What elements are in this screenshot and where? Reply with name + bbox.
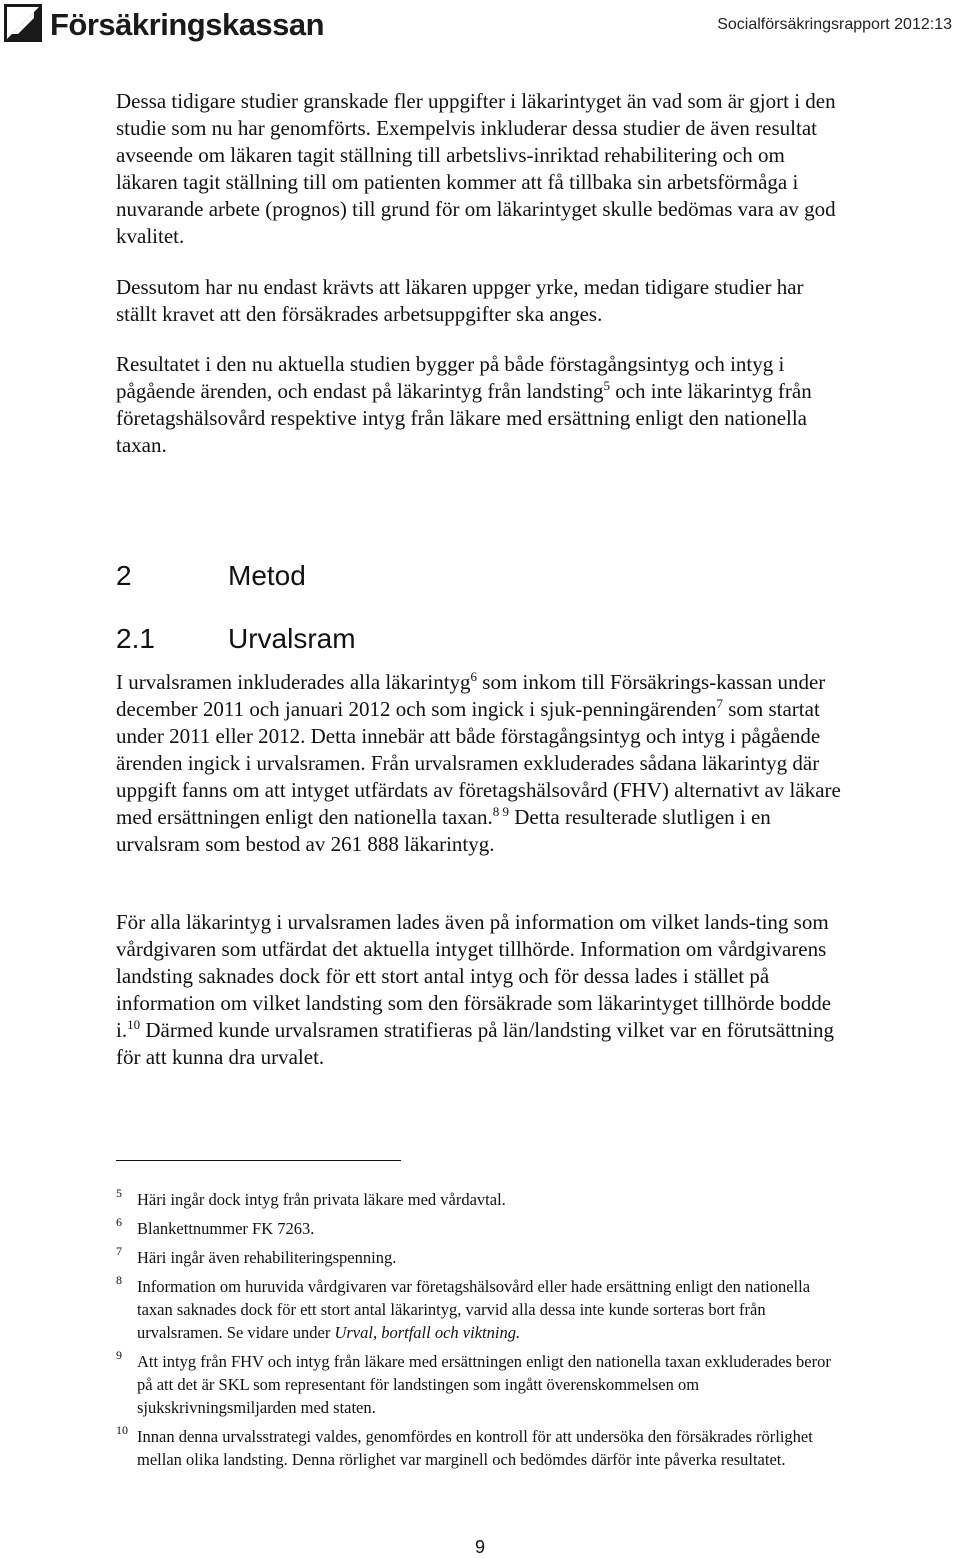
paragraph-3-wrap <box>116 351 846 459</box>
footnote-number: 5 <box>116 1186 122 1200</box>
footnote-ref-7[interactable]: 7 <box>716 696 723 711</box>
paragraph-5-text-b: Därmed kunde urvalsramen stratifieras på län/landsting vilket var en förutsättning för att kunna dra urvalet. <box>116 1018 835 1069</box>
paragraph-4-text-b: som inkom till Försäkrings-kassan under december 2011 och januari 2012 och som ingick i sjuk-penningärenden <box>116 670 826 721</box>
paragraph-1-serif: Dessa tidigare studier granskade fler uppgifter i läkarintyget än vad som är gjort i den studie som nu har genomförts. <box>116 89 836 140</box>
footnote-ref-5[interactable]: 5 <box>603 378 610 393</box>
footnote-8 <box>116 1275 836 1344</box>
section-heading <box>116 560 306 592</box>
section-title: Metod <box>228 560 306 591</box>
footnote-ref-6[interactable]: 6 <box>470 669 478 684</box>
page-number: 9 <box>474 1537 485 1557</box>
paragraph-3-text-end: och inte läkarintyg från företagshälsovård respektive intyg från läkare med ersättning enligt den nationella taxan. <box>116 379 812 457</box>
footnote-6 <box>116 1217 836 1240</box>
page-header <box>0 0 960 50</box>
footnote-9 <box>116 1350 836 1419</box>
paragraph-4-text-d: Detta resulterade slutligen i en urvalsram som bestod av 261 888 läkarintyg. <box>116 805 771 856</box>
paragraph-4-text-a: I urvalsramen inkluderades alla läkarintyg <box>116 670 471 694</box>
report-identifier: Socialförsäkringsrapport 2012:13 <box>717 16 952 33</box>
paragraph-4-text-c: som startat under 2011 eller 2012. Detta innebär att både förstagångsintyg och intyg i pågående ärenden ingick i urvalsramen. Från urvalsramen exkluderades sådana läkarintyg där uppgift fanns om att intyget utfärdats av företagshälsovård (FHV) alternativt av läkare med ersättningen enligt den nationella taxan. <box>116 697 841 829</box>
footnote-10 <box>116 1425 836 1471</box>
forsakringskassan-logo <box>4 4 324 42</box>
footnote-number: 8 <box>116 1273 122 1287</box>
footnote-text: Blankettnummer FK 7263. <box>137 1219 315 1238</box>
intro-section <box>116 88 846 250</box>
paragraph-4-wrap <box>116 669 846 858</box>
logo-text: Försäkringskassan <box>50 7 325 42</box>
paragraph-2-wrap <box>116 274 846 328</box>
footnote-italic-reference[interactable]: Urval, bortfall och viktning. <box>334 1323 521 1342</box>
footnote-text: Att intyg från FHV och intyg från läkare med ersättningen enligt den nationella taxan exkluderades beror på att det är SKL som representant för landstingen som ingått överenskommelsen om sjukskrivningsmiljarden med staten. <box>137 1352 831 1417</box>
footnote-7 <box>116 1246 836 1269</box>
subsection-heading <box>116 623 356 655</box>
paragraph-1-continued: Exempelvis inkluderar dessa studier de även resultat avseende om läkaren tagit ställning till arbetslivs-inriktad rehabilitering och om läkaren tagit ställning till om patienten kommer att få tillbaka sin arbetsförmåga i nuvarande arbete (prognos) till grund för om läkarintyget skulle bedömas vara av god kvalitet. <box>116 116 836 248</box>
section-number: 2 <box>116 560 132 591</box>
footnote-text: Information om huruvida vårdgivaren var företagshälsovård eller hade ersättning enligt den nationella taxan saknades dock för ett stort antal läkarintyg, varvid alla dessa inte kunde sorteras bort från urvalsramen. Se vidare under <box>137 1277 811 1342</box>
logo-mark-icon <box>4 4 42 42</box>
subsection-number: 2.1 <box>116 623 155 654</box>
paragraph-4 <box>116 669 846 858</box>
footnote-text: Innan denna urvalsstrategi valdes, genomfördes en kontroll för att undersöka den försäkrades rörlighet mellan olika landsting. Denna rörlighet var marginell och bedömdes därför inte påverka resultatet. <box>137 1427 813 1469</box>
paragraph-3-text: Resultatet i den nu aktuella studien bygger på både förstagångsintyg och intyg i pågående ärenden, och endast på läkarintyg från landsting <box>116 352 785 403</box>
footnote-5 <box>116 1188 836 1211</box>
footnote-text: Häri ingår dock intyg från privata läkare med vårdavtal. <box>137 1190 506 1209</box>
footnotes <box>116 1188 836 1477</box>
paragraph-3 <box>116 351 846 459</box>
paragraph-5 <box>116 909 846 1071</box>
footnote-ref-8-9[interactable]: 8 9 <box>492 804 509 819</box>
footnote-ref-10[interactable]: 10 <box>127 1017 141 1032</box>
paragraph-5-wrap <box>116 909 846 1071</box>
footnote-text: Häri ingår även rehabiliteringspenning. <box>137 1248 397 1267</box>
footnote-number: 7 <box>116 1244 122 1258</box>
paragraph-2: Dessutom har nu endast krävts att läkaren uppger yrke, medan tidigare studier har ställt kravet att den försäkrades arbetsuppgifter ska anges. <box>116 275 804 326</box>
paragraph-1 <box>116 88 846 250</box>
paragraph-5-text-a: För alla läkarintyg i urvalsramen lades även på information om vilket lands-ting som vårdgivaren som utfärdat det aktuella intyget tillhörde. Information om vårdgivarens landsting saknades dock för ett stort antal intyg och för dessa lades i stället på information om vilket landsting som den försäkrade som läkarintyget tillhörde bodde i. <box>116 910 832 1042</box>
footnote-number: 6 <box>116 1215 122 1229</box>
subsection-title: Urvalsram <box>228 623 356 654</box>
footnote-divider <box>116 1160 401 1161</box>
footnote-number: 9 <box>116 1348 122 1362</box>
footnote-number: 10 <box>116 1423 128 1437</box>
